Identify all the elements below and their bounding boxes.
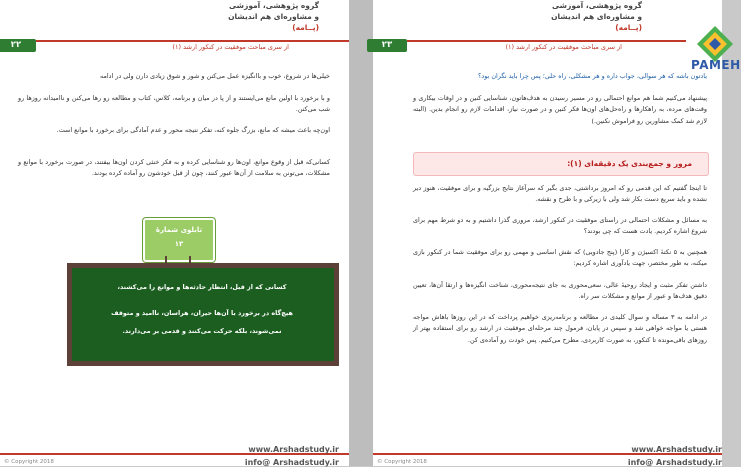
header-title-line-1: گروه پژوهشی، آموزشی bbox=[552, 1, 642, 10]
right-page bbox=[373, 0, 741, 467]
header-title-line-3: (پــامه) bbox=[292, 23, 319, 32]
paragraph: تا اینجا گفتیم که این قدمی رو که امروز برداشتی، جدی بگیر که سرآغاز نتایج بزرگیه و برای موفقیت، هنوز دیر نشده و باید سریع دست بکار شد ولی با زیرکی و با طرح و نقشه. bbox=[413, 184, 707, 204]
page-gutter bbox=[349, 0, 373, 466]
paragraph: و با برخورد با اولین مانع می‌ایستند و از پا در میان و برنامه، کلاس، کتاب و مطالعه رو رها می‌کنن و ناامیدانه روزها رو شب می‌کنن. bbox=[18, 94, 330, 114]
page-number-badge: ۲۲ bbox=[0, 39, 36, 52]
footer-website[interactable]: www.Arshadstudy.ir bbox=[631, 445, 722, 454]
header-title-line-2: و مشاوره‌ای هم اندیشان bbox=[228, 12, 319, 21]
left-page bbox=[0, 0, 349, 466]
board-line: هیچ‌گاه در برخورد با آن‌ها حیران، هراسان، ناامید و متوقف bbox=[111, 309, 293, 317]
header-title bbox=[551, 0, 642, 33]
chalkboard bbox=[67, 263, 339, 366]
header-subtitle: از سری مباحث موفقیت در کنکور ارشد (۱) bbox=[172, 43, 289, 51]
paragraph: همچنین به ۵ نکتۀ اکسیژن و کارا (پنج جادویی) که نقش اساسی و مهمی رو برای موفقیت شما در کنکور بازی میکنه، به طور مختصر، جهت یادآوری اشاره کردیم: bbox=[413, 248, 707, 268]
logo-text: PAMEH bbox=[691, 58, 741, 72]
sign-title: تابلوی شمارۀ bbox=[155, 226, 203, 234]
paragraph: اون‌چه باعث میشه که مانع، بزرگ جلوه کنه، تفکر نتیجه محور و عدم آمادگی برای برخورد با موانع است. bbox=[56, 126, 330, 134]
header-title-line-3: (پــامه) bbox=[615, 23, 642, 32]
footer-copyright: © Copyright 2018 bbox=[4, 459, 54, 465]
paragraph: خیلی‌ها در شروع، خوب و باانگیزه عمل می‌کنن و شور و شوق زیادی دارن ولی در ادامه bbox=[100, 72, 330, 80]
paragraph: پیشنهاد می‌کنیم شما هم موانع احتمالی رو در مسیر رسیدن به هدف‌هاتون، شناسایی کنین و در اوقات بیکاری و وقت‌های مرده، به راهکارها و راه‌حل‌های اون‌ها فکر کنین و در صورت نیاز، اقدامات لازم رو انجام بدین. (البته لازم شد کمک مشاورین رو فراموش نکنین.) bbox=[413, 94, 707, 125]
header-divider bbox=[407, 40, 686, 42]
header-title bbox=[228, 0, 319, 33]
paragraph: در ادامه به ۳ مساله و سوال کلیدی در مطالعه و برنامه‌ریزی خواهیم پرداخت که در این روزها باهاش مواجه هستی یا مواجه خواهی شد و سپس در پایان، فرمول چند مرحله‌ای موفقیت در ارشد رو برای استفاده بهتر از روزهای باقی‌مونده تا کنکور، به صورت کاربردی، مطرح می‌کنیم. پس خودت رو آماده‌ی کن. bbox=[413, 313, 707, 344]
footer-website[interactable]: www.Arshadstudy.ir bbox=[248, 445, 339, 454]
footer-copyright: © Copyright 2018 bbox=[377, 459, 427, 465]
header-title-line-1: گروه پژوهشی، آموزشی bbox=[229, 1, 319, 10]
footer-email[interactable]: info@ Arshadstudy.ir bbox=[244, 458, 339, 467]
header-divider bbox=[36, 40, 349, 42]
page-number-badge: ۲۳ bbox=[367, 39, 407, 52]
header-title-line-2: و مشاوره‌ای هم اندیشان bbox=[551, 12, 642, 21]
board-line: نمی‌شوند، بلکه حرکت می‌کنند و قدمی بر می‌دارند. bbox=[122, 327, 282, 335]
paragraph: کسانی‌که قبل از وقوع موانع، اون‌ها رو شناسایی کرده و به فکر خنثی کردن اون‌ها بیفتند، در صورت برخورد با موانع و مشکلات، می‌تونن به سلامت از آن‌ها عبور کنند، چون از قبل خودشون رو آماده کرده بودند. bbox=[18, 158, 330, 178]
paragraph: به مسائل و مشکلات احتمالی در راستای موفقیت در کنکور ارشد، مروری گذرا داشتیم و به دو شرط مهم برای شروع اشاره کردیم. یادت هست که چی بودند؟ bbox=[413, 216, 707, 236]
board-line: کسانی که از قبل، انتظار حادثه‌ها و موانع را می‌کشند، bbox=[117, 283, 287, 291]
header-subtitle: از سری مباحث موفقیت در کنکور ارشد (۱) bbox=[505, 43, 622, 51]
sign-number: ۱۳ bbox=[174, 240, 184, 248]
paragraph: داشتن تفکر مثبت و ایجاد روحیۀ عالی، سعی‌محوری به جای نتیجه‌محوری، شناخت انگیزه‌ها و ارتقا آن‌ها، تعیین دقیق هدف‌ها و عبور از موانع و مشکلات سر راه. bbox=[413, 281, 707, 301]
footer-email[interactable]: info@ Arshadstudy.ir bbox=[627, 458, 722, 467]
question-text: یادتون باشه که هر سوالی، جواب داره و هر مشکلی، راه حلی؛ پس چرا باید نگران بود؟ bbox=[477, 72, 707, 80]
section-title: مرور و جمع‌بندی یک دقیقه‌ای (۱): bbox=[567, 159, 692, 168]
